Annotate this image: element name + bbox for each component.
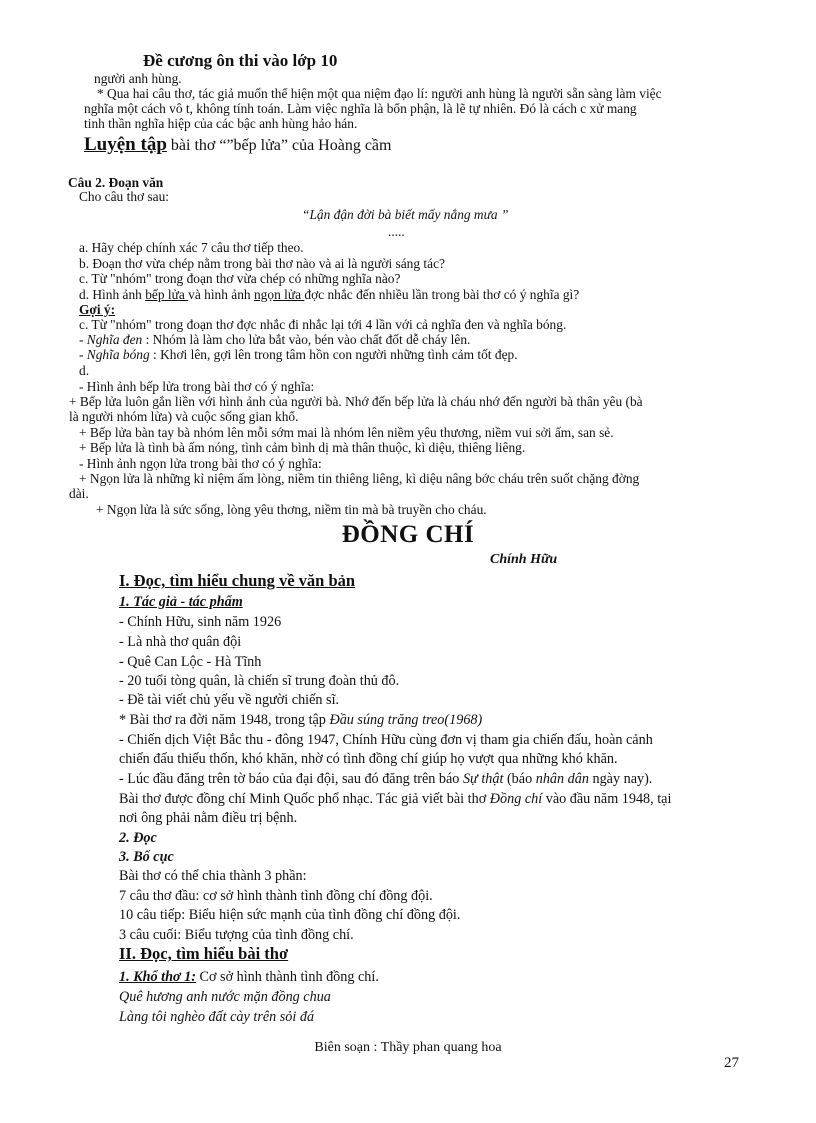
question-item: a. Hãy chép chính xác 7 câu thơ tiếp theo. bbox=[79, 240, 304, 255]
layout-line: 10 câu tiếp: Biểu hiện sức mạnh của tình đồng chí đồng đội. bbox=[119, 907, 461, 923]
fact-line: nơi ông phải nằm điều trị bệnh. bbox=[119, 810, 298, 826]
fact-line bbox=[119, 791, 671, 808]
fact-line: - 20 tuổi tòng quân, là chiến sĩ trung đoàn thủ đô. bbox=[119, 673, 400, 689]
hint-line: là người nhóm lửa) và cuộc sống gian khổ. bbox=[69, 409, 299, 424]
fact-line bbox=[119, 712, 482, 729]
paragraph-line: nghĩa một cách vô t, không tính toán. Làm việc nghĩa là bổn phận, là lẽ tự nhiên. Đó là cách c xử mang bbox=[84, 101, 637, 116]
page-header-title: Đề cương ôn thi vào lớp 10 bbox=[143, 51, 338, 70]
text-run: - Nghĩa đen bbox=[79, 332, 143, 347]
poem-title: ĐỒNG CHÍ bbox=[341, 521, 475, 548]
hint-line: + Ngọn lửa là những kỉ niệm ấm lòng, niềm tin thiêng liêng, kì diệu nâng bớc cháu trên suốt chặng đờng bbox=[79, 471, 640, 486]
paragraph-line: người anh hùng. bbox=[94, 71, 182, 86]
question-item bbox=[79, 287, 579, 302]
hint-line bbox=[79, 332, 470, 347]
hint-line: + Bếp lửa là tình bà ấm nóng, tình cảm bình dị mà thân thuộc, kì diệu, thiêng liêng. bbox=[79, 440, 526, 455]
question-item: b. Đoạn thơ vừa chép nằm trong bài thơ nào và ai là người sáng tác? bbox=[79, 256, 445, 271]
practice-heading bbox=[84, 134, 392, 155]
section-heading: I. Đọc, tìm hiểu chung về văn bản bbox=[119, 571, 356, 590]
layout-line: 7 câu thơ đầu: cơ sở hình thành tình đồng chí đồng đội. bbox=[119, 888, 433, 904]
text-run: Bài thơ được đồng chí Minh Quốc phổ nhạc. Tác giả viết bài thơ bbox=[119, 791, 490, 807]
question-intro: Cho câu thơ sau: bbox=[79, 189, 170, 204]
text-run: nhân dân bbox=[535, 771, 589, 787]
poem-quote: “Lận đận đời bà biết mấy nắng mưa ” bbox=[302, 207, 509, 222]
subsection-heading: 2. Đọc bbox=[119, 830, 157, 846]
stanza-heading bbox=[119, 969, 379, 986]
text-run: ngày nay). bbox=[588, 771, 653, 787]
text-run: (báo bbox=[503, 771, 536, 787]
paragraph-line: tinh thần nghĩa hiệp của các bậc anh hùng hảo hán. bbox=[84, 116, 358, 131]
text-run: bếp lửa bbox=[145, 287, 189, 302]
subsection-heading: 1. Tác giả - tác phẩm bbox=[119, 594, 243, 610]
text-run: : Nhóm là làm cho lửa bắt vào, bén vào chất đốt dễ cháy lên. bbox=[142, 332, 471, 347]
fact-line: - Chiến dịch Việt Bắc thu - đông 1947, Chính Hữu cùng đơn vị tham gia chiến đấu, hoàn cảnh bbox=[119, 732, 653, 748]
hint-line: - Hình ảnh bếp lửa trong bài thơ có ý nghĩa: bbox=[79, 379, 315, 394]
text-run: (1968) bbox=[444, 712, 483, 728]
hint-line: c. Từ "nhóm" trong đoạn thơ đợc nhắc đi nhắc lại tới 4 lần với cả nghĩa đen và nghĩa bóng. bbox=[79, 317, 567, 332]
text-run: * Bài thơ ra đời năm 1948, trong tập bbox=[119, 712, 330, 728]
hint-line: + Bếp lửa bàn tay bà nhóm lên mỗi sớm mai là nhóm lên niềm yêu thương, niềm vui sởi ấm, san sẻ. bbox=[79, 425, 614, 440]
fact-line: - Là nhà thơ quân đội bbox=[119, 634, 242, 650]
practice-subject: bài thơ “”bếp lửa” của Hoàng cầm bbox=[166, 137, 392, 154]
text-run: Cơ sở hình thành tình đồng chí. bbox=[196, 969, 379, 985]
text-run: đợc nhắc đến nhiều lần trong bài thơ có ý nghĩa gì? bbox=[304, 287, 580, 302]
text-run: và hình ảnh bbox=[188, 287, 254, 302]
text-run: - Lúc đầu đăng trên tờ báo của đại đội, sau đó đăng trên báo bbox=[119, 771, 463, 787]
text-run: ngọn lửa bbox=[253, 287, 305, 302]
fact-line bbox=[119, 771, 652, 788]
hint-line: d. bbox=[79, 363, 90, 378]
text-run: Sự thật bbox=[462, 771, 504, 787]
subsection-heading: 3. Bố cục bbox=[119, 849, 174, 865]
section-heading: II. Đọc, tìm hiểu bài thơ bbox=[119, 944, 289, 963]
text-run: 1. Khổ thơ 1: bbox=[119, 969, 196, 985]
hint-line: + Bếp lửa luôn gắn liền với hình ảnh của người bà. Nhớ đến bếp lửa là cháu nhớ đến người bà thân yêu (bà bbox=[69, 394, 643, 409]
poem-verse: Quê hương anh nước mặn đồng chua bbox=[119, 989, 331, 1005]
practice-label: Luyện tập bbox=[84, 134, 167, 155]
footer-credit: Biên soạn : Thầy phan quang hoa bbox=[314, 1040, 502, 1055]
text-run: : Khơi lên, gợi lên trong tâm hồn con người những tình cảm tốt đẹp. bbox=[149, 347, 518, 362]
page-number: 27 bbox=[724, 1055, 739, 1071]
fact-line: chiến đấu thiếu thốn, khó khăn, nhờ có tình đồng chí giúp họ vượt qua những khó khăn. bbox=[119, 751, 618, 767]
text-run: Đầu súng trăng treo bbox=[329, 712, 445, 728]
fact-line: - Đề tài viết chủ yếu về người chiến sĩ. bbox=[119, 692, 340, 708]
hint-line: + Ngọn lửa là sức sống, lòng yêu thơng, niềm tin mà bà truyền cho cháu. bbox=[96, 502, 487, 517]
hint-label: Gợi ý: bbox=[79, 302, 116, 317]
hint-line: dài. bbox=[69, 486, 89, 501]
layout-line: Bài thơ có thể chia thành 3 phần: bbox=[119, 868, 307, 884]
fact-line: - Quê Can Lộc - Hà Tĩnh bbox=[119, 654, 262, 670]
hint-line bbox=[79, 347, 518, 362]
text-run: Đồng chí bbox=[489, 791, 543, 807]
text-run: - Nghĩa bóng bbox=[79, 347, 150, 362]
text-run: vào đầu năm 1948, tại bbox=[542, 791, 672, 807]
question-item: c. Từ "nhóm" trong đoạn thơ vừa chép có những nghĩa nào? bbox=[79, 271, 401, 286]
poem-author: Chính Hữu bbox=[490, 552, 558, 567]
hint-line: - Hình ảnh ngọn lửa trong bài thơ có ý nghĩa: bbox=[79, 456, 322, 471]
poem-verse: Làng tôi nghèo đất cày trên sỏi đá bbox=[119, 1009, 315, 1025]
text-run: d. Hình ảnh bbox=[79, 287, 146, 302]
ellipsis: ..... bbox=[388, 224, 405, 239]
question-heading: Câu 2. Đoạn văn bbox=[68, 175, 164, 190]
fact-line: - Chính Hữu, sinh năm 1926 bbox=[119, 614, 282, 630]
layout-line: 3 câu cuối: Biểu tượng của tình đồng chí. bbox=[119, 927, 354, 943]
paragraph-line: * Qua hai câu thơ, tác giả muốn thể hiện một qua niệm đạo lí: người anh hùng là người sẵn sàng làm việc bbox=[97, 86, 662, 101]
